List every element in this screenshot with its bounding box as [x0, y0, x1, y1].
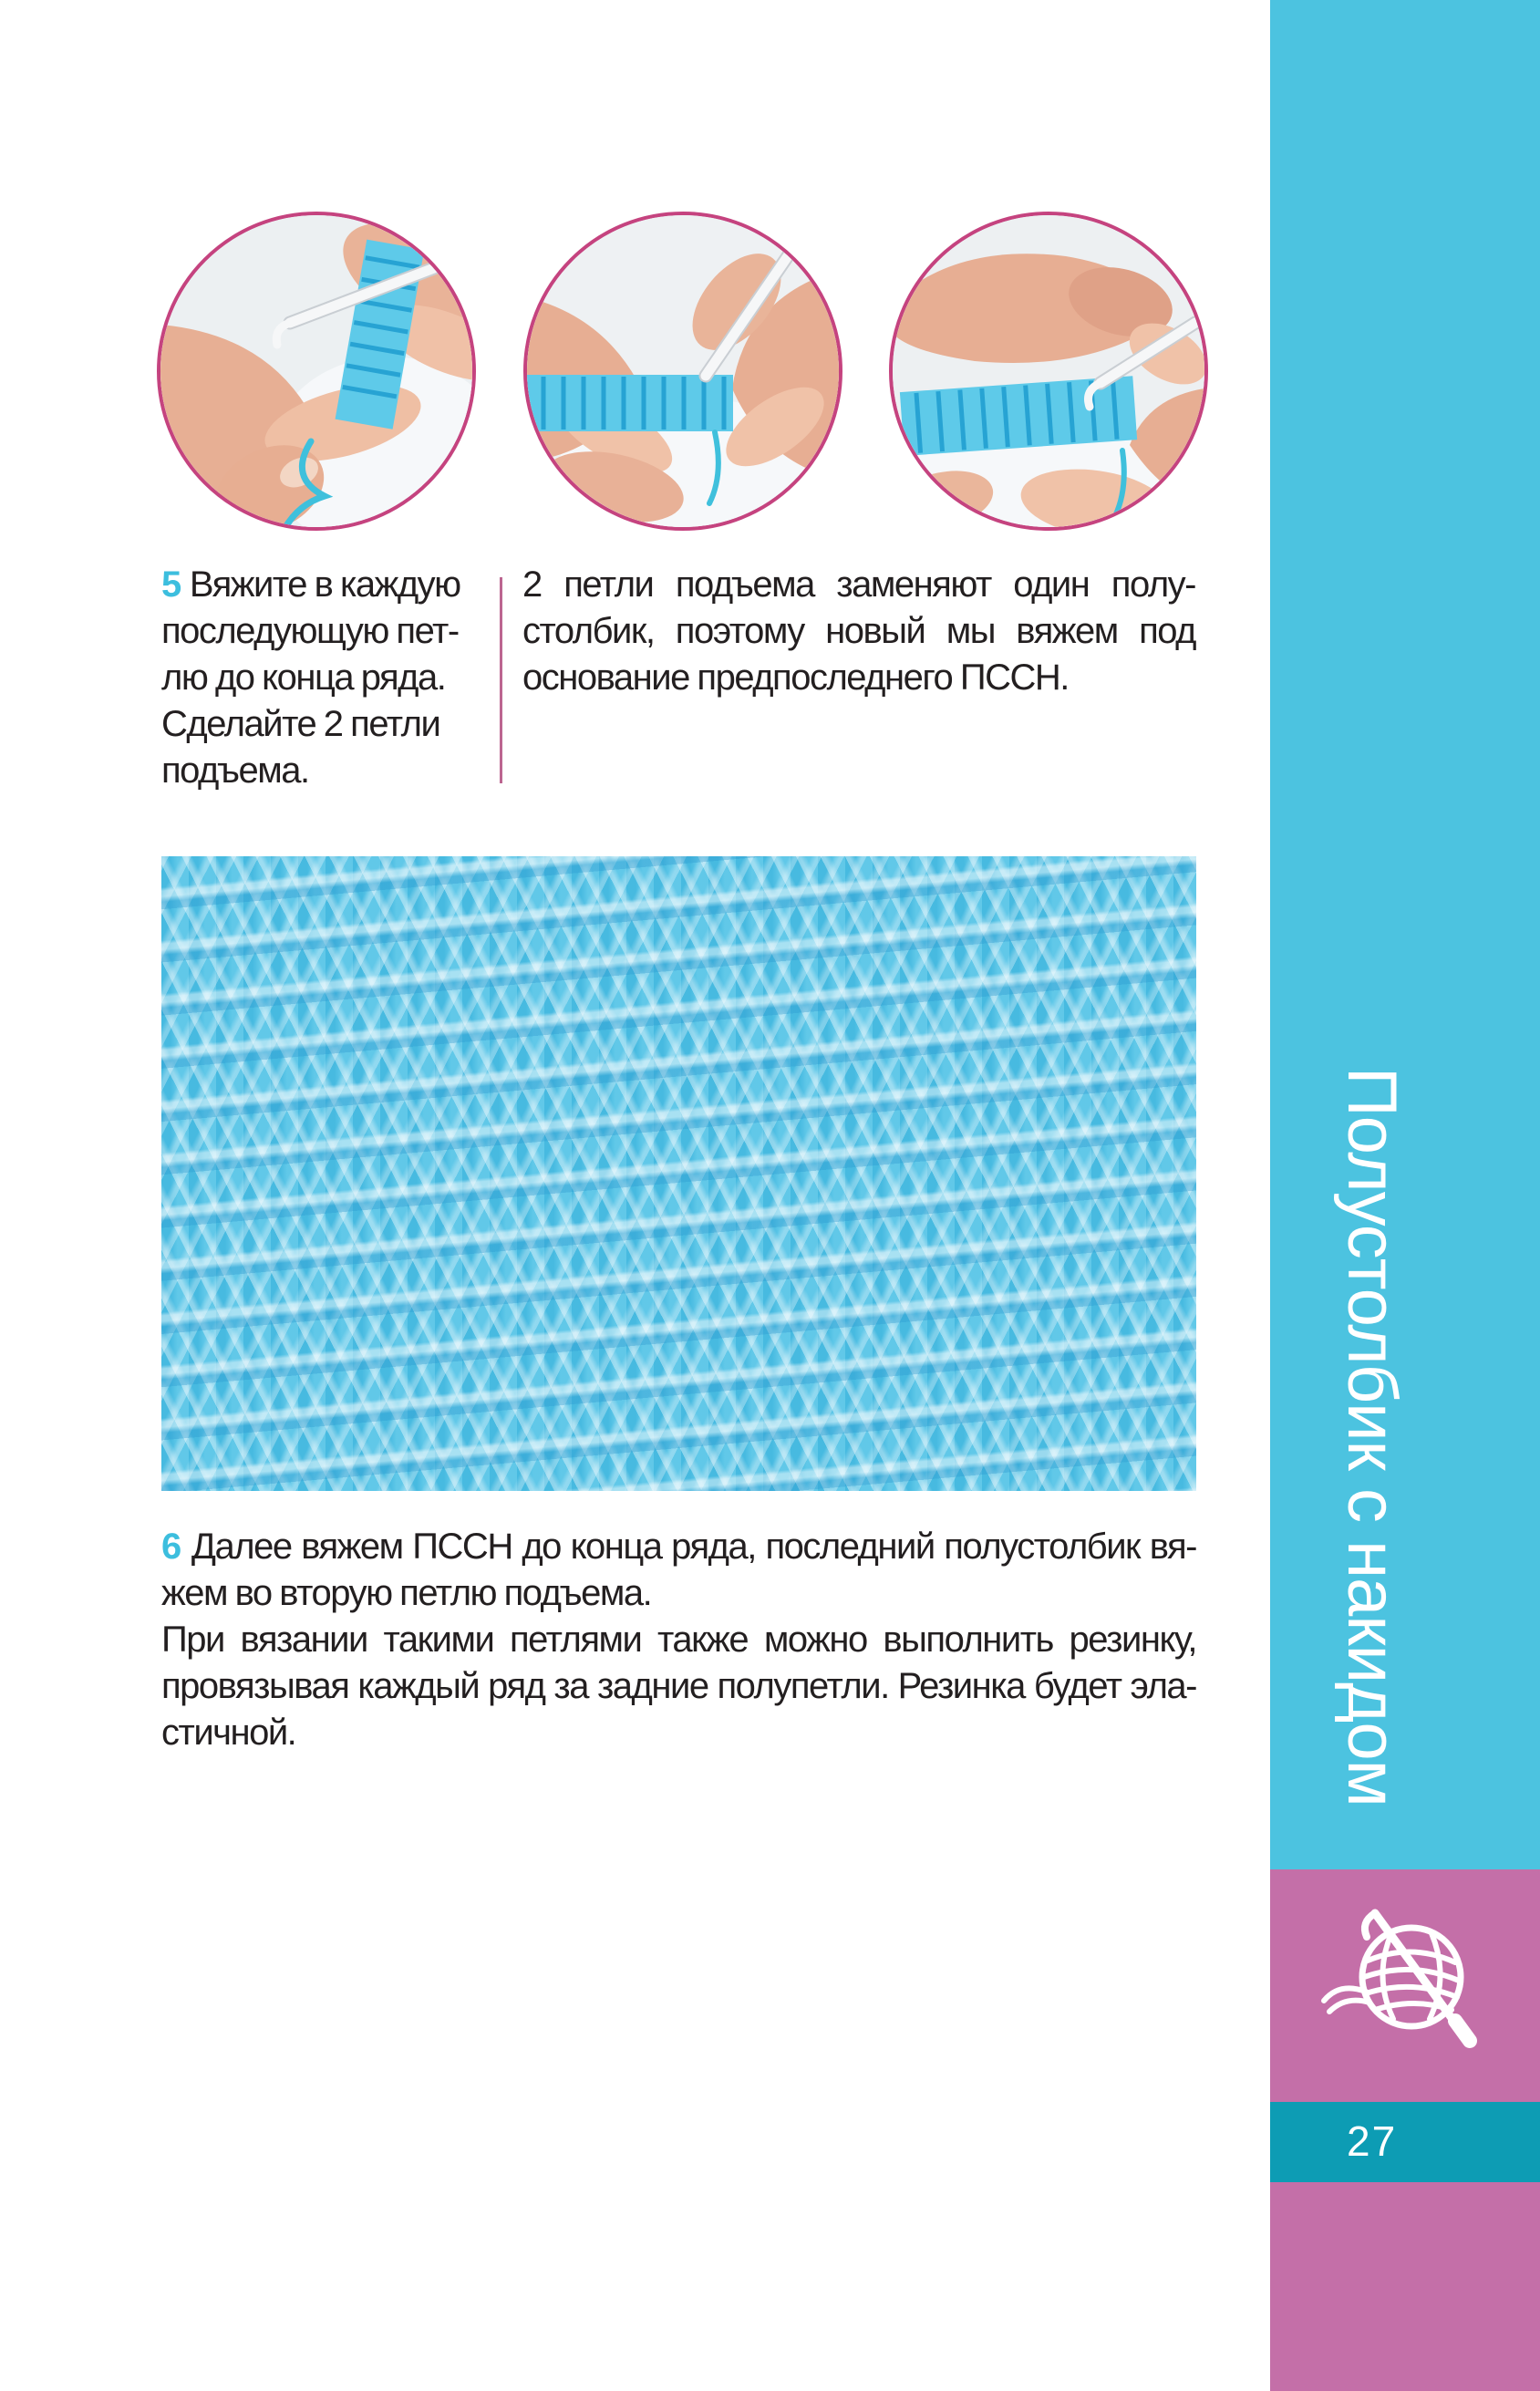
text-line: столбик, поэтому новый мы вяжем под	[522, 611, 1195, 651]
text-line: 2 петли подъема заменяют один полу-	[522, 564, 1195, 605]
step-photo-1	[157, 212, 476, 531]
hook-grip	[1455, 2021, 1470, 2041]
note-text-block	[522, 562, 1195, 701]
step-number: 5	[161, 564, 182, 605]
text-line: Сделайте 2 петли	[161, 704, 440, 744]
yarn-ball-icon	[1318, 1904, 1492, 2055]
step-photo-2	[523, 212, 842, 531]
step-6-first-line: Далее вяжем ПССН до конца ряда, последний полустолбик вя-	[191, 1527, 1196, 1567]
yarn-tail-bottom	[1329, 2001, 1369, 2012]
hands-crocheting-photo-illustration	[893, 215, 1204, 527]
text-line	[161, 562, 494, 608]
fabric-swatch-photo	[161, 856, 1196, 1491]
page-number: 27	[1347, 2117, 1398, 2165]
text-line: основание предпоследнего ПССН.	[522, 657, 1069, 698]
page-number-band	[1270, 2102, 1540, 2182]
column-divider-rule	[500, 577, 502, 783]
hook-crook	[1365, 1913, 1375, 1937]
hands-crocheting-photo-illustration	[160, 215, 472, 527]
text-line: лю до конца ряда.	[161, 657, 446, 698]
step-number: 6	[161, 1527, 182, 1567]
text-line: При вязании такими петлями также можно выполнить резинку,	[161, 1620, 1196, 1660]
knit-strip	[527, 375, 733, 431]
text-line: стичной.	[161, 1713, 296, 1753]
sidebar-chapter-title: Полустолбик с накидом	[1333, 1067, 1411, 1806]
text-line: жем во вторую петлю подъема.	[161, 1573, 652, 1613]
text-line	[161, 1524, 1196, 1570]
step-5-text-block	[161, 562, 494, 794]
text-line: провязывая каждый ряд за задние полупетли. Резинка будет эла-	[161, 1666, 1196, 1706]
text-line: подъема.	[161, 750, 309, 791]
sidebar-bottom-pink-band	[1270, 2182, 1540, 2391]
step-6-text-block	[161, 1524, 1196, 1756]
hands-crocheting-photo-illustration	[527, 215, 839, 527]
step-5-first-line: Вяжите в каждую	[189, 564, 460, 605]
text-line: последующую пет-	[161, 611, 459, 651]
step-photo-3	[889, 212, 1208, 531]
sidebar-pink-icon-block	[1270, 1869, 1540, 2102]
